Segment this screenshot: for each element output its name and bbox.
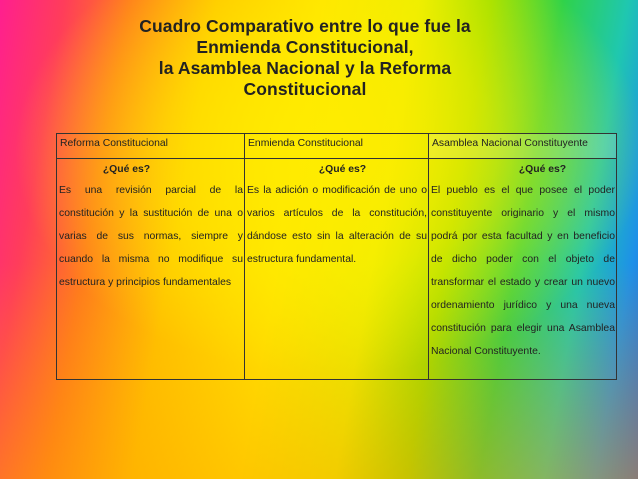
- title-line-3: la Asamblea Nacional y la Reforma: [158, 58, 452, 78]
- text-asamblea: El pueblo es el que posee el poder constituyente originario y el mismo podrá por esta facultad y en beneficio de dicho poder con el objeto de transformar el estado y crear un nuevo ordenamiento jurídico y una nueva constitución para elegir una Asamblea Nacional Constituyente.: [431, 185, 615, 357]
- table-body-row: [57, 159, 617, 380]
- question-reforma: ¿Qué es?: [102, 164, 151, 175]
- table-header-row: [57, 134, 617, 159]
- cell-reforma: [57, 159, 245, 380]
- header-reforma: Reforma Constitucional: [57, 134, 245, 159]
- text-reforma: Es una revisión parcial de la constitución y la sustitución de una o varias de sus normas, siempre y cuando la misma no modifique su estructura y principios fundamentales: [59, 185, 243, 288]
- header-asamblea: Asamblea Nacional Constituyente: [429, 134, 617, 159]
- comparison-table: [56, 133, 617, 380]
- cell-asamblea: [429, 159, 617, 380]
- title-line-4: Constitucional: [243, 79, 367, 99]
- page-title: [120, 16, 490, 100]
- cell-enmienda: [245, 159, 429, 380]
- header-enmienda: Enmienda Constitucional: [245, 134, 429, 159]
- question-asamblea: ¿Qué es?: [518, 164, 567, 175]
- title-line-1: Cuadro Comparativo entre lo que fue la: [139, 16, 471, 36]
- title-line-2: Enmienda Constitucional,: [196, 37, 414, 57]
- text-enmienda: Es la adición o modificación de uno o varios artículos de la constitución, dándose esto sin la alteración de su estructura fundamental.: [247, 185, 427, 265]
- question-enmienda: ¿Qué es?: [318, 164, 367, 175]
